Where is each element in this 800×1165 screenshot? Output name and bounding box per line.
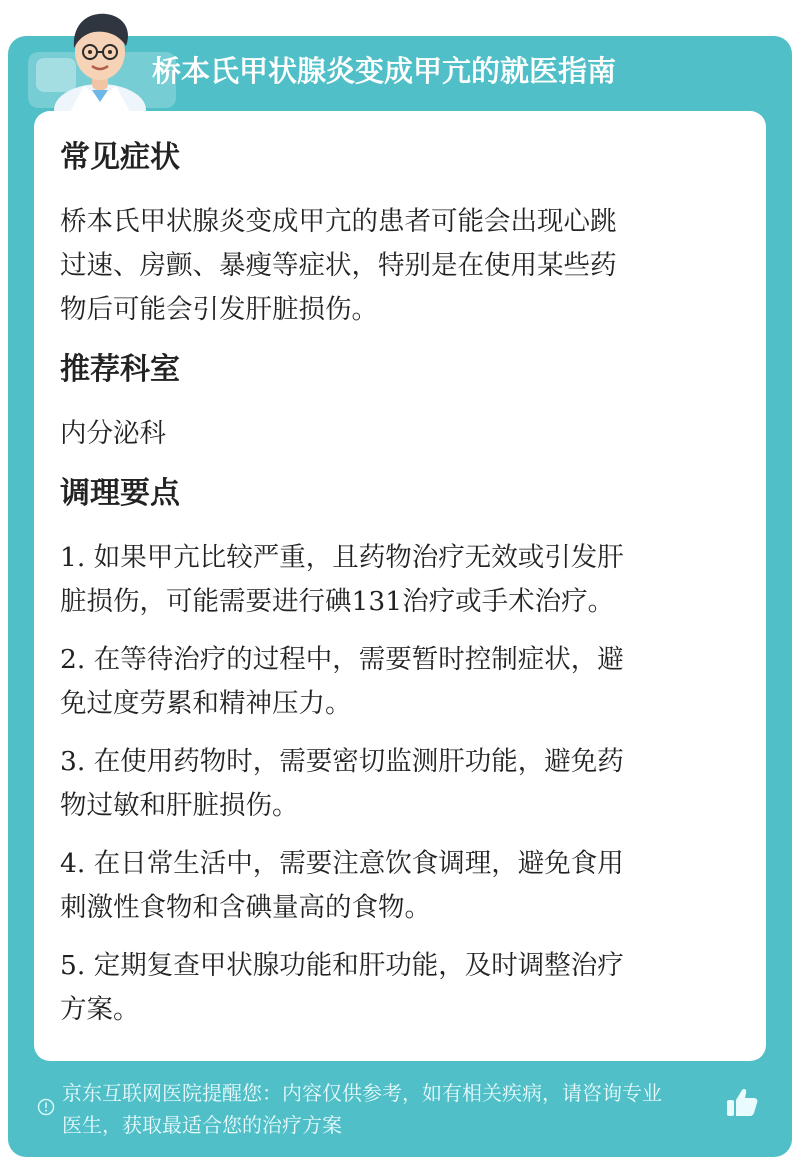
care-item-line	[60, 944, 728, 988]
care-item-line	[60, 638, 728, 682]
symptoms-text-line: 桥本氏甲状腺炎变成甲亢的患者可能会出现心跳	[60, 206, 617, 237]
care-item-line	[60, 842, 728, 886]
care-item-line	[60, 536, 728, 580]
care-item-line: 免过度劳累和精神压力。	[60, 688, 352, 719]
info-icon	[37, 1098, 55, 1116]
care-item-number: 1.	[60, 542, 86, 573]
care-item-line	[60, 740, 728, 784]
care-heading: 调理要点	[60, 476, 180, 511]
symptoms-heading: 常见症状	[60, 140, 180, 175]
care-item	[60, 944, 728, 1032]
care-item-number: 5.	[60, 950, 86, 981]
care-item-text: 在等待治疗的过程中，需要暂时控制症状，避	[85, 644, 624, 675]
iodine-number: 131	[351, 586, 403, 617]
care-item-text: 治疗或手术治疗。	[402, 586, 615, 617]
care-item-text: 脏损伤，可能需要进行碘	[60, 586, 352, 617]
care-item-text: 定期复查甲状腺功能和肝功能，及时调整治疗	[85, 950, 624, 981]
disclaimer	[62, 1077, 728, 1141]
care-item-text: 如果甲亢比较严重，且药物治疗无效或引发肝	[85, 542, 624, 573]
disclaimer-line: 医生，获取最适合您的治疗方案	[62, 1113, 342, 1137]
care-item-line: 物过敏和肝脏损伤。	[60, 790, 299, 821]
care-item	[60, 842, 728, 930]
care-item-text: 在使用药物时，需要密切监测肝功能，避免药	[85, 746, 624, 777]
care-item-line: 刺激性食物和含碘量高的食物。	[60, 892, 431, 923]
doctor-avatar-icon	[50, 6, 150, 112]
care-item-number: 2.	[60, 644, 86, 675]
care-item-line: 方案。	[60, 994, 140, 1025]
care-item	[60, 638, 728, 726]
disclaimer-line: 京东互联网医院提醒您：内容仅供参考，如有相关疾病，请咨询专业	[62, 1081, 662, 1105]
care-item-number: 4.	[60, 848, 86, 879]
page-title: 桥本氏甲状腺炎变成甲亢的就医指南	[152, 54, 617, 88]
department-heading: 推荐科室	[60, 352, 180, 387]
department-value: 内分泌科	[60, 418, 166, 449]
care-item	[60, 536, 728, 624]
thumbs-up-icon[interactable]	[724, 1085, 760, 1121]
care-item-text: 在日常生活中，需要注意饮食调理，避免食用	[85, 848, 624, 879]
care-item-number: 3.	[60, 746, 86, 777]
symptoms-text-line: 物后可能会引发肝脏损伤。	[60, 294, 378, 325]
care-item-line	[60, 580, 728, 624]
care-item	[60, 740, 728, 828]
card-content	[60, 136, 728, 1032]
symptoms-text-line: 过速、房颤、暴瘦等症状，特别是在使用某些药	[60, 250, 617, 281]
